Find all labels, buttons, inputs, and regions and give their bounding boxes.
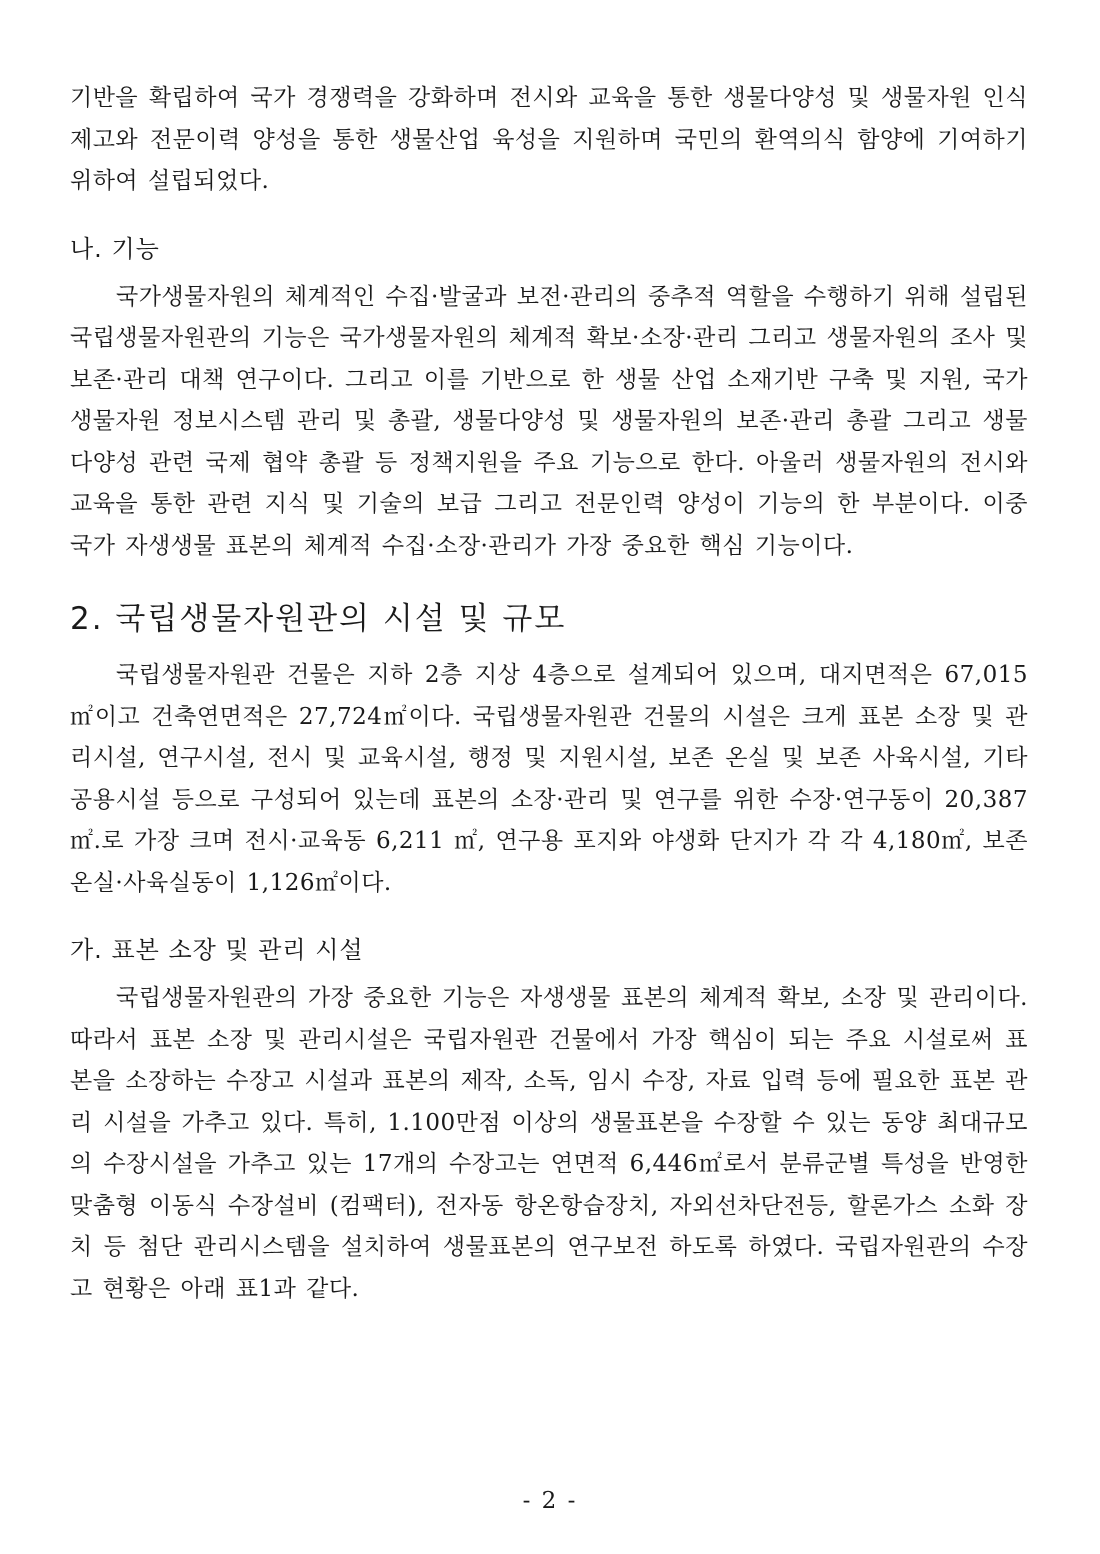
section-ga-paragraph: 국립생물자원관의 가장 중요한 기능은 자생생물 표본의 체계적 확보, 소장 및 관리이다. 따라서 표본 소장 및 관리시설은 국립자원관 건물에서 가장 핵심이 되는 주요 시설로써 표본을 소장하는 수장고 시설과 표본의 제작, 소독, 임시 수장, 자료 입력 등에 필요한 표본 관리 시설을 가추고 있다. 특히, 1.100만점 이상의 생물표본을 수장할 수 있는 동양 최대규모의 수장시설을 가추고 있는 17개의 수장고는 연면적 6,446㎡로서 분류군별 특성을 반영한 맞춤형 이동식 수장설비 (컴팩터), 전자동 항온항습장치, 자외선차단전등, 할론가스 소화 장치 등 첨단 관리시스템을 설치하여 생물표본의 연구보전 하도록 하였다. 국립자원관의 수장고 현황은 아래 표1과 같다. <box>70 985 1028 1302</box>
section-ga-heading: 가. 표본 소장 및 관리 시설 <box>70 936 364 964</box>
section-na-paragraph: 국가생물자원의 체계적인 수집·발굴과 보전·관리의 중추적 역할을 수행하기 위해 설립된 국립생물자원관의 기능은 국가생물자원의 체계적 확보·소장·관리 그리고 생물자원의 조사 및 보존·관리 대책 연구이다. 그리고 이를 기반으로 한 생물 산업 소재기반 구축 및 지원, 국가생물자원 정보시스템 관리 및 총괄, 생물다양성 및 생물자원의 보존·관리 총괄 그리고 생물 다양성 관련 국제 협약 총괄 등 정책지원을 주요 기능으로 한다. 아울러 생물자원의 전시와 교육을 통한 관련 지식 및 기술의 보급 그리고 전문인력 양성이 기능의 한 부분이다. 이중 국가 자생생물 표본의 체계적 수집·소장·관리가 가장 중요한 핵심 기능이다. <box>70 283 1028 559</box>
section-na-heading: 나. 기능 <box>70 234 160 263</box>
intro-paragraph: 기반을 확립하여 국가 경쟁력을 강화하며 전시와 교육을 통한 생물다양성 및 생물자원 인식 제고와 전문이력 양성을 통한 생물산업 육성을 지원하며 국민의 환역의식 함양에 기여하기 위하여 설립되었다. <box>70 85 1028 194</box>
page-number: - 2 - <box>522 1488 578 1514</box>
section-2-paragraph: 국립생물자원관 건물은 지하 2층 지상 4층으로 설계되어 있으며, 대지면적은 67,015㎡이고 건축연면적은 27,724㎡이다. 국립생물자원관 건물의 시설은 크게 표본 소장 및 관리시설, 연구시설, 전시 및 교육시설, 행정 및 지원시설, 보존 온실 및 보존 사육시설, 기타 공용시설 등으로 구성되어 있는데 표본의 소장·관리 및 연구를 위한 수장·연구동이 20,387㎡.로 가장 크며 전시·교육동 6,211 ㎡, 연구용 포지와 야생화 단지가 각 각 4,180㎡, 보존온실·사육실동이 1,126㎡이다. <box>70 662 1028 896</box>
section-2-heading: 2. 국립생물자원관의 시설 및 규모 <box>70 601 567 637</box>
document-page <box>70 78 1028 1310</box>
